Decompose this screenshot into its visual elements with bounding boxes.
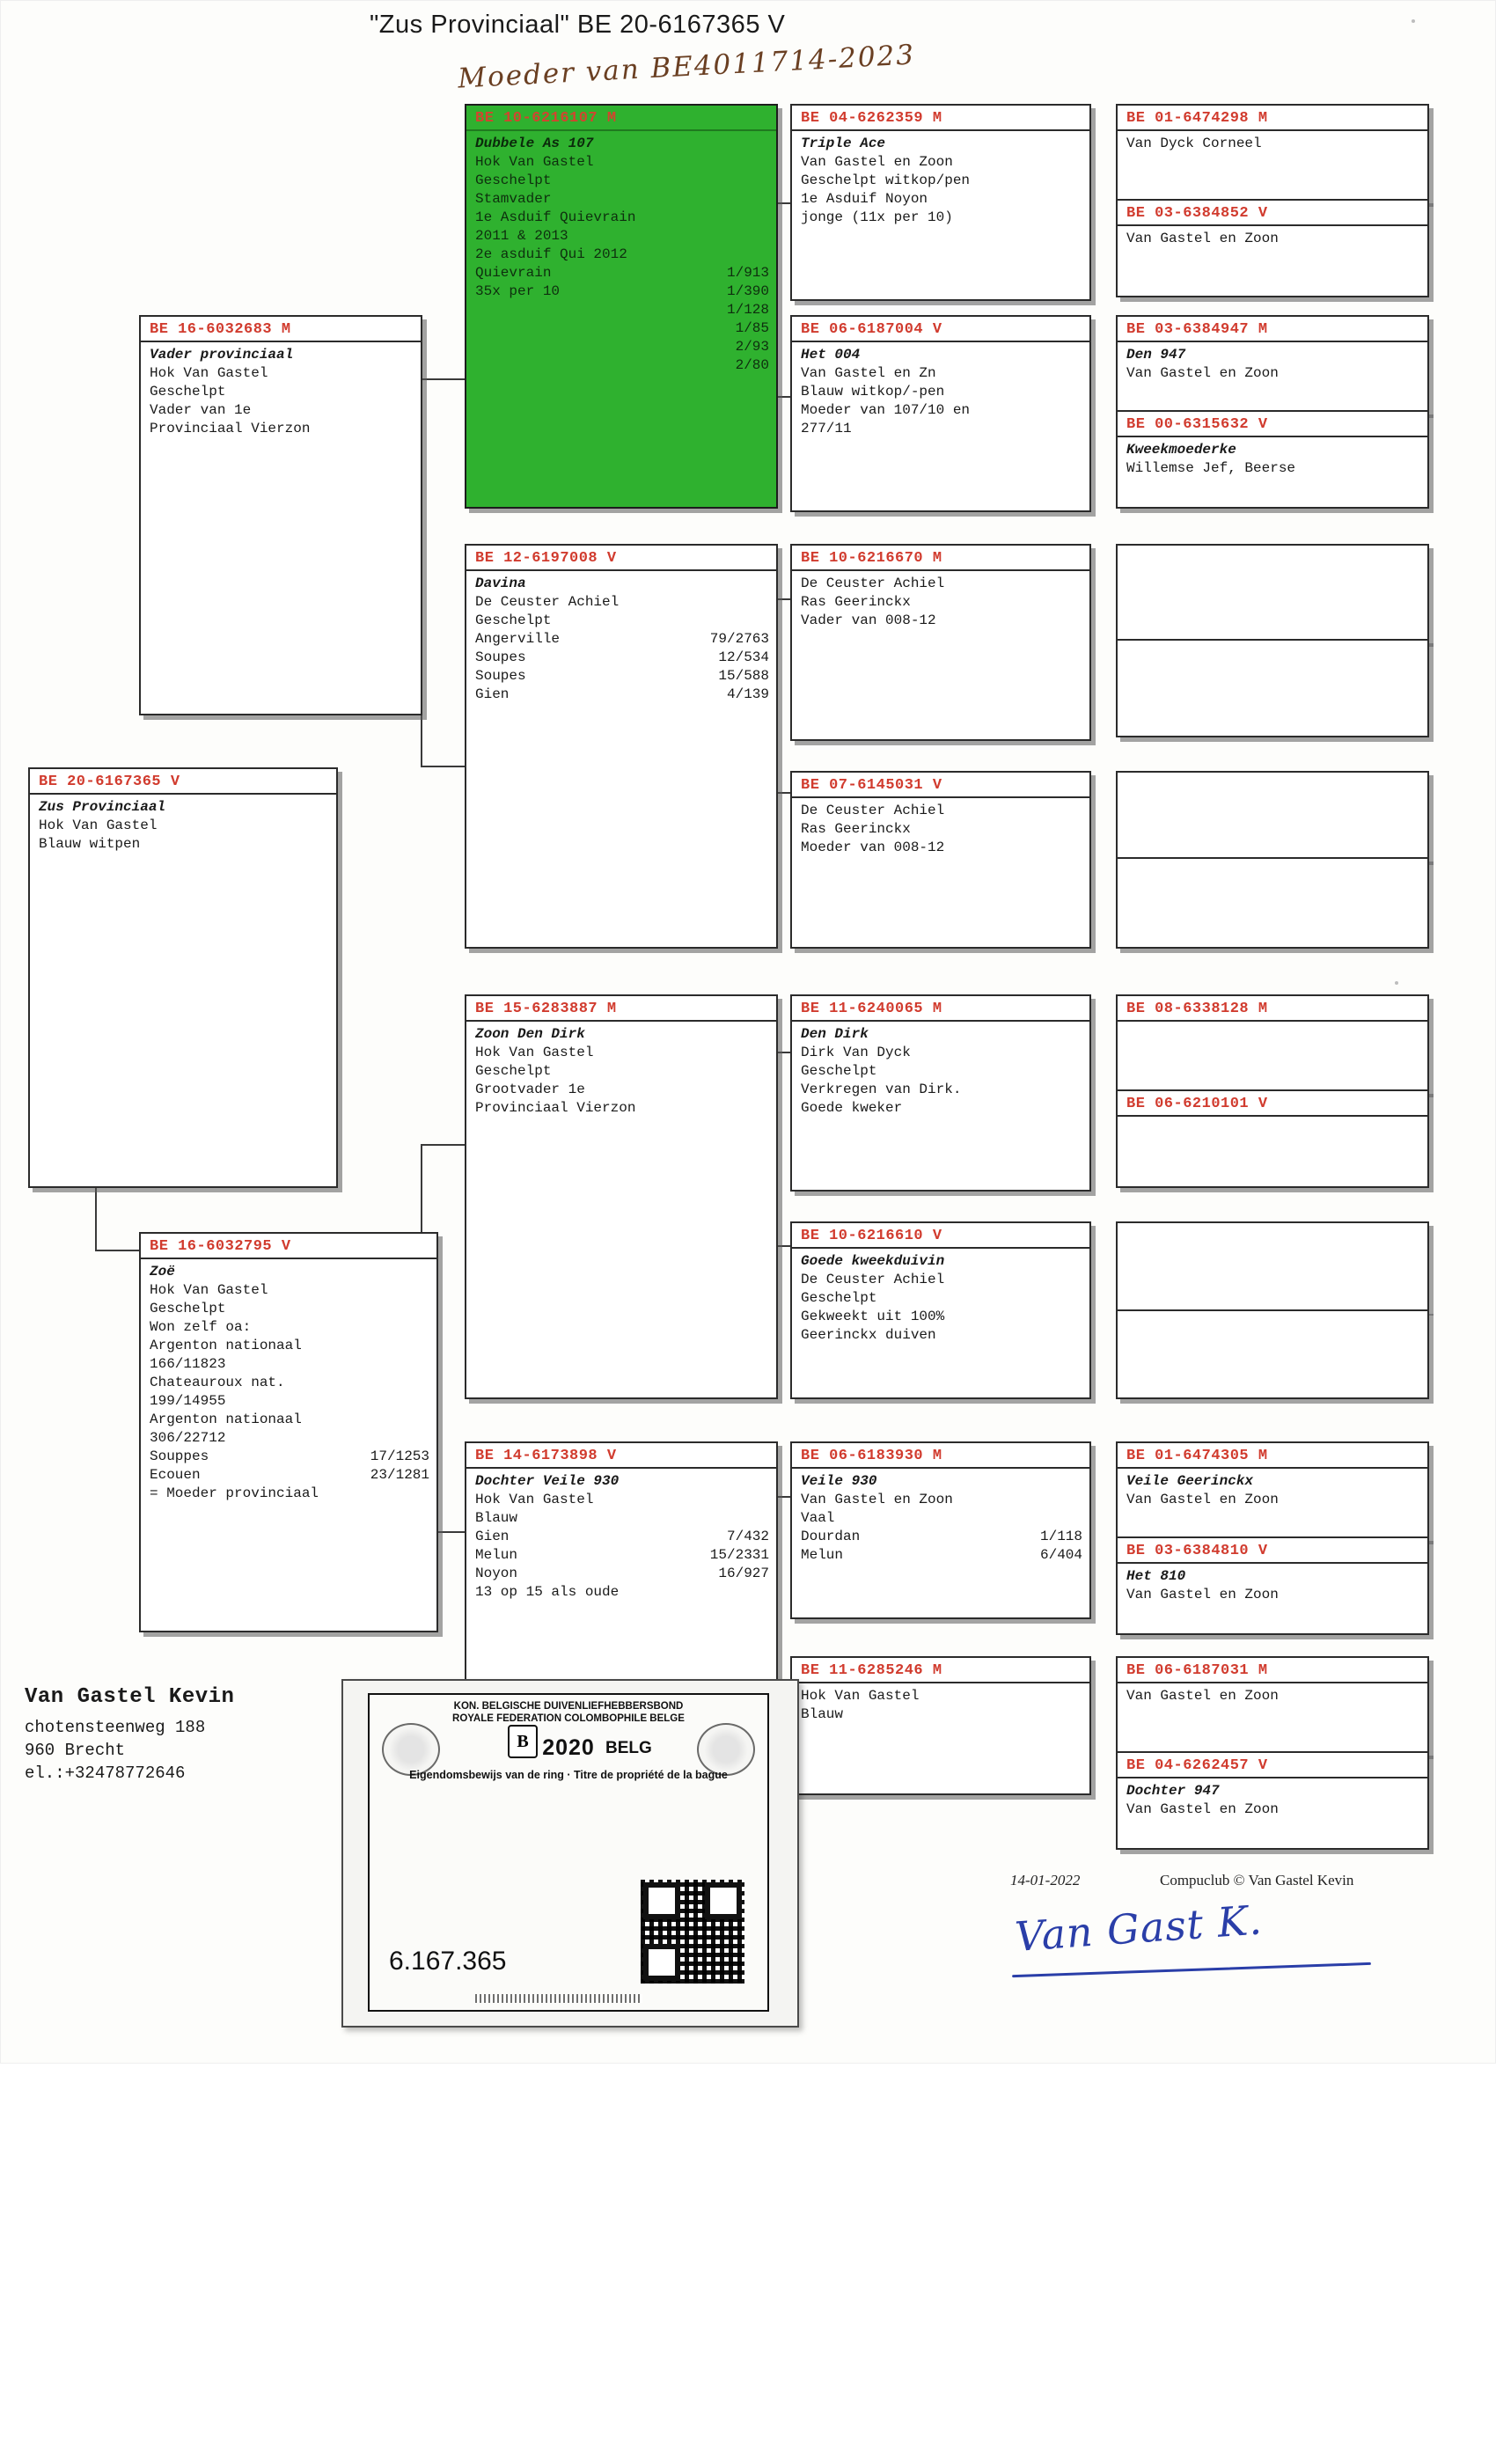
- connector: [421, 766, 465, 767]
- card-line: De Ceuster Achiel: [801, 1272, 945, 1287]
- card-line: 1e Asduif Quievrain: [475, 209, 636, 225]
- race-result: 2/93: [735, 339, 769, 355]
- card-line: Veile Geerinckx: [1126, 1473, 1254, 1489]
- card-lines: [1118, 226, 1427, 252]
- pedigree-card-gen3-2[interactable]: [790, 315, 1091, 512]
- card-lines: [466, 1022, 776, 1121]
- race-name: Melun: [801, 1547, 844, 1563]
- card-line: Dochter 947: [1126, 1783, 1220, 1799]
- certificate-ring-number: 6.167.365: [389, 1947, 507, 1976]
- card-footer: 13 op 15 als oude: [475, 1584, 620, 1600]
- breeder-name: Van Gastel Kevin: [25, 1685, 235, 1709]
- pedigree-card-gen4-7[interactable]: [1116, 771, 1429, 861]
- breeder-phone: el.:+32478772646: [25, 1764, 186, 1783]
- race-result-row: [475, 649, 769, 667]
- card-lines: [1118, 1469, 1427, 1513]
- ring-number: [1118, 546, 1427, 553]
- race-result: 17/1253: [370, 1448, 429, 1464]
- handwritten-note: Moeder van BE4011714-2023: [457, 39, 916, 95]
- race-result: 4/139: [726, 686, 769, 702]
- card-line: 2e asduif Qui 2012: [475, 246, 627, 262]
- ring-number: BE 06-6187031 M: [1118, 1658, 1427, 1683]
- card-line: Zus Provinciaal: [39, 799, 166, 815]
- card-line: Blauw: [801, 1706, 844, 1722]
- race-result: 1/390: [726, 283, 769, 299]
- pedigree-card-gen4-12[interactable]: [1116, 1309, 1429, 1399]
- ring-number: [1118, 1223, 1427, 1230]
- card-line: Van Gastel en Zoon: [1126, 1587, 1279, 1602]
- ring-number: BE 20-6167365 V: [30, 769, 336, 795]
- card-line: Hok Van Gastel: [150, 365, 268, 381]
- pedigree-card-gen2-3[interactable]: [465, 994, 778, 1399]
- paper-lower-edge: [0, 2064, 1496, 2464]
- federation-line-fr: ROYALE FEDERATION COLOMBOPHILE BELGE: [452, 1713, 685, 1724]
- card-line: Den Dirk: [801, 1026, 869, 1042]
- certificate-year: 2020: [542, 1735, 595, 1760]
- ring-number: BE 12-6197008 V: [466, 546, 776, 571]
- card-lines: [792, 798, 1089, 861]
- connector: [421, 1144, 465, 1146]
- pedigree-card-gen3-6[interactable]: [790, 1221, 1091, 1399]
- pedigree-card-gen3-5[interactable]: [790, 994, 1091, 1192]
- connector: [421, 378, 465, 380]
- race-name: Dourdan: [801, 1529, 861, 1544]
- card-line: Hok Van Gastel: [150, 1282, 268, 1298]
- federation-line-nl: KON. BELGISCHE DUIVENLIEFHEBBERSBOND: [453, 1701, 684, 1712]
- card-lines: [30, 795, 336, 857]
- pedigree-card-gen3-8[interactable]: [790, 1656, 1091, 1795]
- pedigree-card-subject[interactable]: [28, 767, 338, 1188]
- card-line: Van Gastel en Zoon: [1126, 231, 1279, 246]
- card-lines: [792, 1249, 1089, 1348]
- card-line: Geschelpt: [475, 612, 552, 628]
- card-line: Davina: [475, 576, 526, 591]
- ring-number: BE 06-6187004 V: [792, 317, 1089, 342]
- card-line: Verkregen van Dirk.: [801, 1082, 962, 1097]
- race-name: Gien: [475, 1529, 510, 1544]
- card-line: Zoon Den Dirk: [475, 1026, 585, 1042]
- card-line: Vader van 008-12: [801, 612, 936, 628]
- card-line: Van Gastel en Zoon: [1126, 365, 1279, 381]
- ring-number: BE 03-6384852 V: [1118, 201, 1427, 226]
- card-line: Geschelpt: [150, 1301, 226, 1316]
- card-line: Van Dyck Corneel: [1126, 136, 1262, 151]
- ring-number: BE 04-6262457 V: [1118, 1753, 1427, 1778]
- ring-number: [1118, 773, 1427, 780]
- ring-number: BE 06-6183930 M: [792, 1443, 1089, 1469]
- race-result-row: [801, 1528, 1082, 1546]
- card-line: Hok Van Gastel: [39, 818, 158, 833]
- card-line: Vaal: [801, 1510, 835, 1526]
- card-line: 1e Asduif Noyon: [801, 191, 928, 207]
- certificate-inner-frame: [368, 1693, 769, 2012]
- card-line: Goede kweekduivin: [801, 1253, 945, 1269]
- race-result-row: [475, 356, 769, 375]
- pedigree-card-gen2-2[interactable]: [465, 544, 778, 949]
- pedigree-card-gen4-11[interactable]: [1116, 1221, 1429, 1311]
- race-result: 15/2331: [709, 1547, 769, 1563]
- race-result: 1/85: [735, 320, 769, 336]
- ring-number: BE 10-6216107 M: [466, 106, 776, 131]
- card-line: Hok Van Gastel: [475, 1045, 594, 1060]
- card-lines: [1118, 131, 1427, 157]
- document-credit: Compuclub © Van Gastel Kevin: [1160, 1872, 1354, 1888]
- race-name: Souppes: [150, 1448, 209, 1464]
- card-line: De Ceuster Achiel: [801, 576, 945, 591]
- card-line: Dirk Van Dyck: [801, 1045, 911, 1060]
- card-line: Provinciaal Vierzon: [150, 421, 311, 436]
- ring-number: BE 16-6032795 V: [141, 1234, 436, 1259]
- ring-number: [1118, 641, 1427, 648]
- race-name: Gien: [475, 686, 510, 702]
- ring-number: BE 11-6285246 M: [792, 1658, 1089, 1683]
- race-result-row: [475, 301, 769, 319]
- race-name: Noyon: [475, 1566, 518, 1581]
- card-line: jonge (11x per 10): [801, 209, 953, 225]
- pedigree-card-gen4-16[interactable]: [1116, 1751, 1429, 1850]
- scan-speck: [1395, 981, 1398, 985]
- card-line: Argenton nationaal: [150, 1412, 302, 1427]
- card-line: Blauw: [475, 1510, 518, 1526]
- race-result-row: [475, 282, 769, 301]
- pedigree-card-gen4-15[interactable]: [1116, 1656, 1429, 1755]
- card-line: Ras Geerinckx: [801, 594, 911, 610]
- page-title: "Zus Provinciaal" BE 20-6167365 V: [370, 11, 786, 39]
- card-line: Geschelpt: [150, 384, 226, 400]
- card-line: Het 810: [1126, 1568, 1186, 1584]
- pedigree-card-gen3-3[interactable]: [790, 544, 1091, 741]
- card-line: De Ceuster Achiel: [801, 803, 945, 818]
- race-result: 6/404: [1039, 1547, 1082, 1563]
- card-line: Dubbele As 107: [475, 136, 594, 151]
- card-lines: [1118, 1564, 1427, 1608]
- certificate-federation: [370, 1700, 767, 1725]
- race-result: 79/2763: [709, 631, 769, 647]
- stamp-right-icon: [697, 1723, 755, 1776]
- ring-number: BE 03-6384810 V: [1118, 1538, 1427, 1564]
- ring-number: BE 14-6173898 V: [466, 1443, 776, 1469]
- card-line: Moeder van 008-12: [801, 840, 945, 855]
- card-line: Van Gastel en Zoon: [1126, 1688, 1279, 1704]
- certificate-country: BELG: [605, 1739, 652, 1757]
- card-line: Van Gastel en Zoon: [801, 1492, 953, 1507]
- card-lines: [141, 1259, 436, 1507]
- ring-number: BE 11-6240065 M: [792, 996, 1089, 1022]
- card-lines: [792, 1469, 1089, 1568]
- card-line: Willemse Jef, Beerse: [1126, 460, 1296, 476]
- card-lines: [1118, 1778, 1427, 1822]
- pedigree-card-gen4-6[interactable]: [1116, 639, 1429, 737]
- card-lines: [792, 342, 1089, 442]
- race-result-row: [150, 1466, 429, 1485]
- pedigree-card-sire[interactable]: [139, 315, 422, 715]
- race-name: Ecouen: [150, 1467, 201, 1483]
- card-line: Geschelpt: [801, 1290, 877, 1306]
- card-lines: [466, 131, 776, 378]
- pedigree-card-gen2-4[interactable]: [465, 1441, 778, 1690]
- race-result: 15/588: [718, 668, 769, 684]
- card-line: Blauw witpen: [39, 836, 141, 852]
- race-result: 2/80: [735, 357, 769, 373]
- race-result: 23/1281: [370, 1467, 429, 1483]
- card-line: Den 947: [1126, 347, 1186, 363]
- pedigree-card-gen4-14[interactable]: [1116, 1536, 1429, 1635]
- pedigree-card-gen4-2[interactable]: [1116, 199, 1429, 297]
- race-result: 1/128: [726, 302, 769, 318]
- ring-number: [1118, 859, 1427, 866]
- card-line: 277/11: [801, 421, 852, 436]
- card-line: Grootvader 1e: [475, 1082, 585, 1097]
- card-line: Geschelpt: [801, 1063, 877, 1079]
- race-result-row: [475, 667, 769, 686]
- card-line: Geschelpt: [475, 172, 552, 188]
- card-lines: [792, 1022, 1089, 1121]
- race-name: 35x per 10: [475, 283, 561, 299]
- card-line: Geschelpt: [475, 1063, 552, 1079]
- ring-number: BE 04-6262359 M: [792, 106, 1089, 131]
- pedigree-card-gen3-1[interactable]: [790, 104, 1091, 301]
- race-result-row: [475, 319, 769, 338]
- card-line: 199/14955: [150, 1393, 226, 1409]
- race-name: Quievrain: [475, 265, 552, 281]
- pedigree-card-gen3-4[interactable]: [790, 771, 1091, 949]
- ring-number: BE 07-6145031 V: [792, 773, 1089, 798]
- card-line: Hok Van Gastel: [801, 1688, 920, 1704]
- race-result-row: [475, 686, 769, 704]
- race-result-row: [475, 1528, 769, 1546]
- federation-seal-icon: B: [508, 1725, 538, 1758]
- card-line: Van Gastel en Zoon: [801, 154, 953, 170]
- document-date: 14-01-2022: [1010, 1872, 1081, 1888]
- card-lines: [466, 571, 776, 708]
- ring-number: BE 15-6283887 M: [466, 996, 776, 1022]
- card-lines: [466, 1469, 776, 1605]
- pedigree-card-gen4-1[interactable]: [1116, 104, 1429, 202]
- card-line: Van Gastel en Zoon: [1126, 1801, 1279, 1817]
- race-result-row: [475, 338, 769, 356]
- race-result-row: [475, 264, 769, 282]
- card-line: Chateauroux nat.: [150, 1375, 285, 1390]
- race-result-row: [801, 1546, 1082, 1565]
- card-lines: [792, 1683, 1089, 1727]
- ring-number: BE 03-6384947 M: [1118, 317, 1427, 342]
- pedigree-card-gen4-9[interactable]: [1116, 994, 1429, 1093]
- card-line: Veile 930: [801, 1473, 877, 1489]
- card-line: Geschelpt witkop/pen: [801, 172, 971, 188]
- card-footer: = Moeder provinciaal: [150, 1485, 319, 1501]
- pedigree-card-gen4-8[interactable]: [1116, 857, 1429, 949]
- pedigree-card-gen4-4[interactable]: [1116, 410, 1429, 509]
- card-line: Won zelf oa:: [150, 1319, 252, 1335]
- pedigree-card-gen4-13[interactable]: [1116, 1441, 1429, 1540]
- pedigree-card-gen3-7[interactable]: [790, 1441, 1091, 1619]
- race-result-row: [150, 1448, 429, 1466]
- barcode-icon: [475, 1994, 642, 2003]
- card-line: Ras Geerinckx: [801, 821, 911, 837]
- signature: Van Gast K.: [1013, 1896, 1265, 1961]
- ring-number: BE 06-6210101 V: [1118, 1091, 1427, 1117]
- certificate-subtitle: Eigendomsbewijs van de ring · Titre de propriété de la bague: [409, 1769, 728, 1781]
- race-result-row: [475, 1546, 769, 1565]
- race-name: Angerville: [475, 631, 561, 647]
- card-line: Hok Van Gastel: [475, 1492, 594, 1507]
- race-result: 1/913: [726, 265, 769, 281]
- card-line: Hok Van Gastel: [475, 154, 594, 170]
- card-line: Het 004: [801, 347, 861, 363]
- pedigree-card-dam[interactable]: [139, 1232, 438, 1632]
- qr-code-icon: [641, 1880, 744, 1984]
- card-line: Stamvader: [475, 191, 552, 207]
- ring-number: BE 10-6216610 V: [792, 1223, 1089, 1249]
- card-line: 306/22712: [150, 1430, 226, 1446]
- pedigree-card-gen2-1[interactable]: [465, 104, 778, 509]
- card-lines: [792, 131, 1089, 231]
- card-line: Vader van 1e: [150, 402, 252, 418]
- card-line: Van Gastel en Zoon: [1126, 1492, 1279, 1507]
- card-line: Triple Ace: [801, 136, 886, 151]
- card-line: Kweekmoederke: [1126, 442, 1236, 458]
- card-lines: [792, 571, 1089, 634]
- race-result: 12/534: [718, 649, 769, 665]
- card-line: De Ceuster Achiel: [475, 594, 620, 610]
- race-name: Soupes: [475, 649, 526, 665]
- pedigree-card-gen4-10[interactable]: [1116, 1089, 1429, 1188]
- card-line: Van Gastel en Zn: [801, 365, 936, 381]
- ring-number: [1118, 1311, 1427, 1318]
- card-line: Moeder van 107/10 en: [801, 402, 971, 418]
- ring-number: BE 10-6216670 M: [792, 546, 1089, 571]
- breeder-address-line1: chotensteenweg 188: [25, 1718, 206, 1737]
- breeder-block: [25, 1685, 234, 1785]
- race-result: 7/432: [726, 1529, 769, 1544]
- card-line: Blauw witkop/-pen: [801, 384, 945, 400]
- card-line: 2011 & 2013: [475, 228, 568, 244]
- pedigree-card-gen4-3[interactable]: [1116, 315, 1429, 414]
- ring-number: BE 01-6474305 M: [1118, 1443, 1427, 1469]
- race-result-row: [475, 1565, 769, 1583]
- ring-number: BE 08-6338128 M: [1118, 996, 1427, 1022]
- card-line: Goede kweker: [801, 1100, 903, 1116]
- race-result: 16/927: [718, 1566, 769, 1581]
- breeder-address-line2: 960 Brecht: [25, 1741, 126, 1760]
- race-name: Soupes: [475, 668, 526, 684]
- card-lines: [141, 342, 421, 442]
- card-line: Zoë: [150, 1264, 175, 1280]
- scan-speck: [1412, 19, 1415, 23]
- race-name: Melun: [475, 1547, 518, 1563]
- card-line: Geerinckx duiven: [801, 1327, 936, 1343]
- ownership-certificate[interactable]: [341, 1679, 799, 2028]
- card-line: Provinciaal Vierzon: [475, 1100, 636, 1116]
- card-line: Argenton nationaal: [150, 1338, 302, 1353]
- card-line: Vader provinciaal: [150, 347, 294, 363]
- card-lines: [1118, 1683, 1427, 1709]
- card-lines: [1118, 437, 1427, 481]
- pedigree-card-gen4-5[interactable]: [1116, 544, 1429, 642]
- ring-number: BE 01-6474298 M: [1118, 106, 1427, 131]
- ring-number: BE 00-6315632 V: [1118, 412, 1427, 437]
- card-lines: [1118, 342, 1427, 386]
- stamp-left-icon: [382, 1723, 440, 1776]
- card-line: 166/11823: [150, 1356, 226, 1372]
- card-line: Dochter Veile 930: [475, 1473, 620, 1489]
- card-line: Gekweekt uit 100%: [801, 1309, 945, 1324]
- race-result: 1/118: [1039, 1529, 1082, 1544]
- ring-number: BE 16-6032683 M: [141, 317, 421, 342]
- race-result-row: [475, 630, 769, 649]
